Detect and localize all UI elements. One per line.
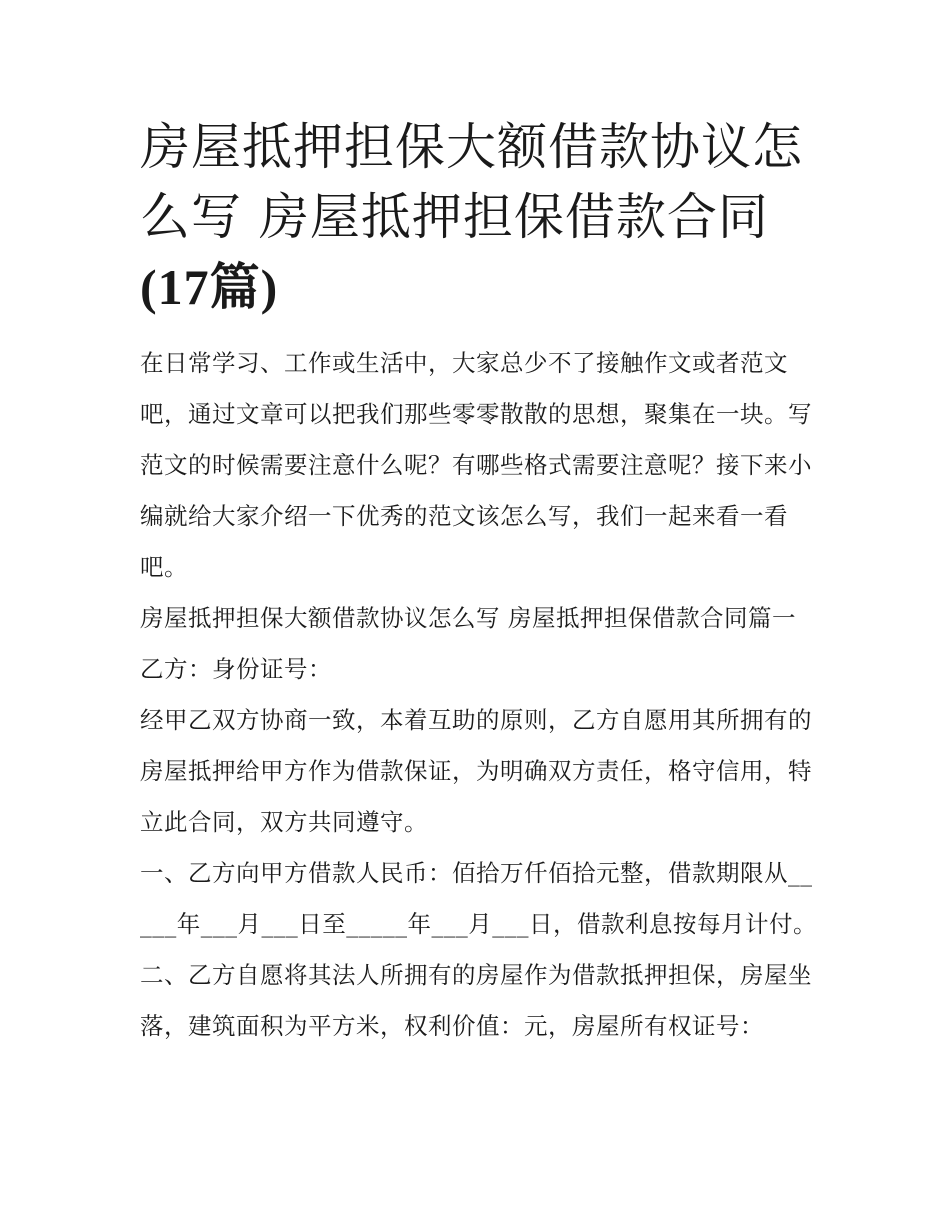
title-text: 房屋抵押担保大额借款协议怎么写 房屋抵押担保借款合同: [140, 118, 803, 246]
clause-one-paragraph: 一、乙方向甲方借款人民币：佰拾万仟佰拾元整，借款期限从_____年___月___日至_____年___月___日，借款利息按每月计付。: [140, 859, 817, 938]
intro-paragraph: 在日常学习、工作或生活中，大家总少不了接触作文或者范文吧，通过文章可以把我们那些零零散散的思想，聚集在一块。写范文的时候需要注意什么呢？有哪些格式需要注意呢？接下来小编就给大家介绍一下优秀的范文该怎么写，我们一起来看一看吧。: [140, 349, 812, 581]
agreement-paragraph: 经甲乙双方协商一致，本着互助的原则，乙方自愿用其所拥有的房屋抵押给甲方作为借款保证，为明确双方责任，格守信用，特立此合同，双方共同遵守。: [140, 706, 812, 836]
section-heading-paragraph: 房屋抵押担保大额借款协议怎么写 房屋抵押担保借款合同篇一 乙方：身份证号：: [140, 604, 796, 683]
clause-two-paragraph: 二、乙方自愿将其法人所拥有的房屋作为借款抵押担保，房屋坐落，建筑面积为平方米，权利价值：元，房屋所有权证号：: [140, 961, 812, 1040]
title-count: (17篇): [140, 259, 279, 315]
document-title: [140, 112, 820, 322]
document-body: [140, 112, 820, 1052]
